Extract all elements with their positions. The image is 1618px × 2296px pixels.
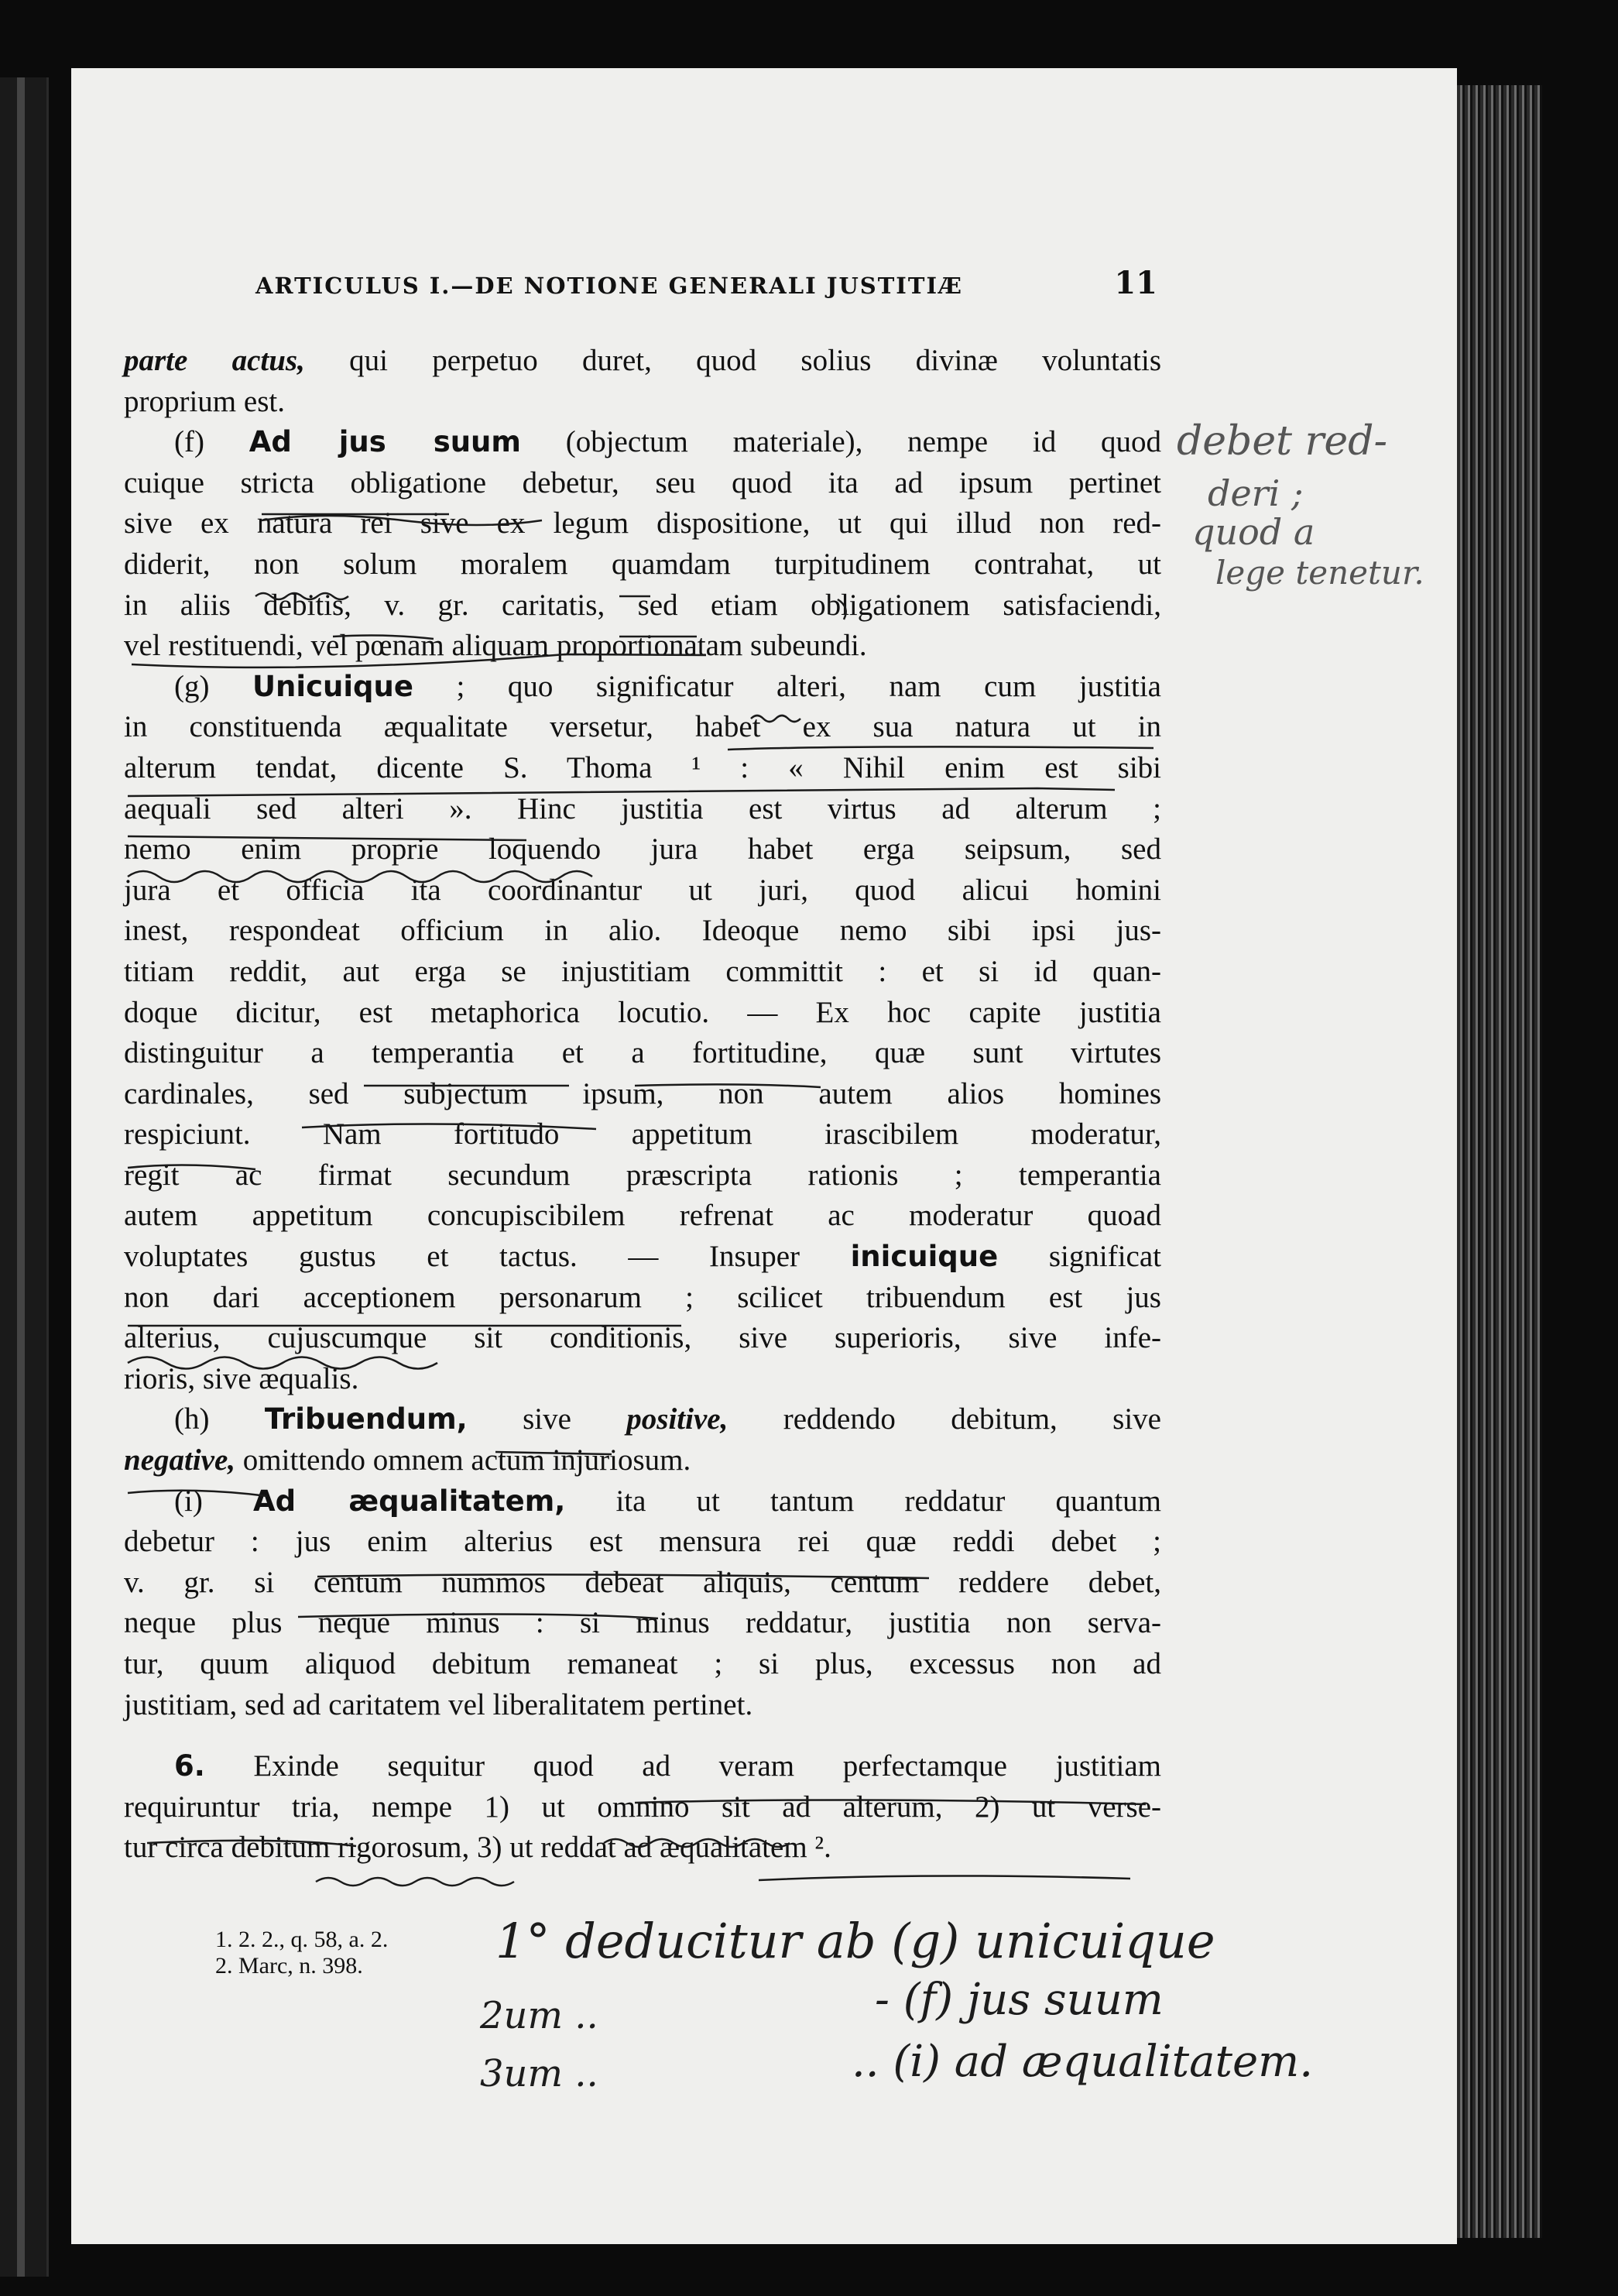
text-run: justitiam, sed ad caritatem vel liberalitatem pertinet.: [124, 1687, 753, 1721]
text-run: reddendo debitum, sive: [728, 1402, 1161, 1436]
text-run: (g): [174, 669, 253, 703]
text-run: regit ac firmat secundum præscripta rationis ; temperantia: [124, 1158, 1161, 1192]
wavy-underline: [128, 1357, 437, 1369]
text-run: sive ex natura rei sive ex legum dispositione, ut qui illud non red-: [124, 506, 1161, 541]
bold-term: Tribuendum,: [264, 1402, 468, 1436]
text-run: Exinde sequitur quod ad veram perfectamque justitiam: [204, 1749, 1161, 1783]
italic-term: positive,: [626, 1402, 728, 1436]
underline: [132, 654, 706, 668]
underline: [128, 788, 1115, 796]
wavy-underline: [255, 593, 348, 599]
italic-term: negative,: [124, 1443, 236, 1477]
text-run: doque dicitur, est metaphorica locutio. — Ex hoc capite justitia: [124, 995, 1161, 1029]
underline: [495, 1452, 612, 1454]
text-run: in constituenda æqualitate versetur, habet ex sua natura ut in: [124, 710, 1161, 744]
underline: [147, 1841, 356, 1846]
text-run: jura et officia ita coordinantur ut juri, quod alicui homini: [124, 873, 1161, 907]
text-run: (f): [174, 425, 249, 459]
underline: [759, 1876, 1130, 1880]
text-run: neque plus neque minus : si minus reddatur, justitia non serva-: [124, 1606, 1161, 1640]
text-run: cardinales, sed subjectum ipsum, non autem alios homines: [124, 1076, 1161, 1110]
underline: [317, 1574, 929, 1578]
text-run: titiam reddit, aut erga se injustitiam committit : et si id quan-: [124, 954, 1161, 988]
text-run: diderit, non solum moralem quamdam turpitudinem contrahat, ut: [124, 547, 1161, 581]
bottom-note-1: 1° deducitur ab (g) unicuique: [495, 1913, 1215, 1969]
text-run: requiruntur tria, nempe 1) ut omnino sit ad alterum, 2) ut verse-: [124, 1790, 1161, 1824]
text-run: distinguitur a temperantia et a fortitudine, quæ sunt virtutes: [124, 1036, 1161, 1070]
text-run: tur circa debitum rigorosum, 3) ut reddat ad æqualitatem ².: [124, 1831, 831, 1865]
underline: [302, 1124, 596, 1129]
bold-term: Ad jus suum: [249, 425, 521, 459]
underline: [728, 746, 1154, 750]
underline: [128, 836, 526, 840]
text-run: proprium est.: [124, 384, 285, 418]
text-run: alterius, cujuscumque sit conditionis, sive superioris, sive infe-: [124, 1321, 1161, 1355]
margin-note-3: quod a: [1192, 511, 1315, 553]
text-run: (objectum materiale), nempe id quod: [520, 425, 1161, 459]
italic-term: parte actus,: [124, 344, 305, 377]
bold-term: Ad æqualitatem,: [252, 1484, 566, 1518]
text-run: autem appetitum concupiscibilem refrenat ac moderatur quoad: [124, 1199, 1161, 1233]
text-run: sive: [467, 1402, 627, 1436]
text-run: (i): [174, 1484, 253, 1518]
underline: [635, 1084, 821, 1087]
wavy-underline: [316, 1878, 514, 1886]
text-run: qui perpetuo duret, quod solius divinæ voluntatis: [304, 344, 1162, 377]
text-run: aequali sed alteri ». Hinc justitia est virtus ad alterum ;: [124, 791, 1161, 825]
footnote-1: 1. 2. 2., q. 58, a. 2.: [215, 1927, 389, 1952]
text-run: rioris, sive æqualis.: [124, 1361, 359, 1395]
text-run: voluptates gustus et tactus. — Insuper: [124, 1240, 851, 1274]
text-run: alterum tendat, dicente S. Thoma ¹ : « Nihil enim est sibi: [124, 750, 1161, 784]
text-run: respiciunt. Nam fortitudo appetitum irascibilem moderatur,: [124, 1117, 1161, 1151]
text-run: nemo enim proprie loquendo jura habet erga seipsum, sed: [124, 832, 1161, 867]
bold-term: Unicuique: [252, 669, 413, 703]
page-number: 11: [1114, 265, 1157, 301]
wavy-underline: [128, 871, 592, 882]
bold-term: inicuique: [850, 1240, 999, 1274]
text-run: (h): [174, 1402, 265, 1436]
margin-note-2: deri ;: [1208, 472, 1304, 514]
footnote-2: 2. Marc, n. 398.: [215, 1953, 363, 1979]
underline: [128, 1165, 255, 1169]
curly-bracket: [838, 599, 846, 619]
margin-note-4: lege tenetur.: [1215, 554, 1424, 592]
text-run: v. gr. si centum nummos debeat aliquis, centum reddere debet,: [124, 1565, 1161, 1599]
wavy-underline: [751, 716, 800, 722]
text-run: tur, quum aliquod debitum remaneat ; si plus, excessus non ad: [124, 1647, 1161, 1680]
text-run: omittendo omnem actum injuriosum.: [235, 1443, 691, 1477]
text-run: cuique stricta obligatione debetur, seu quod ita ad ipsum pertinet: [124, 465, 1161, 499]
text-run: in aliis debitis, v. gr. caritatis, sed etiam obligationem satisfaciendi,: [124, 588, 1161, 622]
bottom-note-3: 3um ..: [480, 2052, 598, 2095]
bold-term: 6.: [174, 1749, 205, 1783]
margin-note-1: debet red-: [1177, 418, 1388, 465]
text-run: debetur : jus enim alterius est mensura rei quæ reddi debet ;: [124, 1525, 1161, 1559]
bottom-note-3b: .. (i) ad æqualitatem.: [852, 2037, 1314, 2087]
underline: [333, 636, 434, 639]
underline: [298, 1614, 658, 1618]
bottom-note-2: 2um ..: [480, 1994, 598, 2037]
wavy-underline: [604, 1839, 790, 1847]
footnotes: [215, 1927, 388, 1979]
text-run: vel restituendi, vel pœnam aliquam proportionatam subeundi.: [124, 629, 867, 663]
text-run: ; quo significatur alteri, nam cum justitia: [413, 669, 1161, 703]
text-run: inest, respondeat officium in alio. Ideoque nemo sibi ipsi jus-: [124, 914, 1161, 948]
text-run: non dari acceptionem personarum ; scilicet tribuendum est jus: [124, 1280, 1161, 1314]
text-run: significat: [998, 1240, 1161, 1274]
bottom-note-2b: - (f) jus suum: [875, 1975, 1164, 2025]
underline: [635, 1800, 1146, 1804]
text-run: ita ut tantum reddatur quantum: [565, 1484, 1162, 1518]
underline: [128, 1491, 267, 1496]
underline: [262, 516, 542, 525]
running-title: ARTICULUS I.—DE NOTIONE GENERALI JUSTITIÆ: [255, 273, 964, 299]
